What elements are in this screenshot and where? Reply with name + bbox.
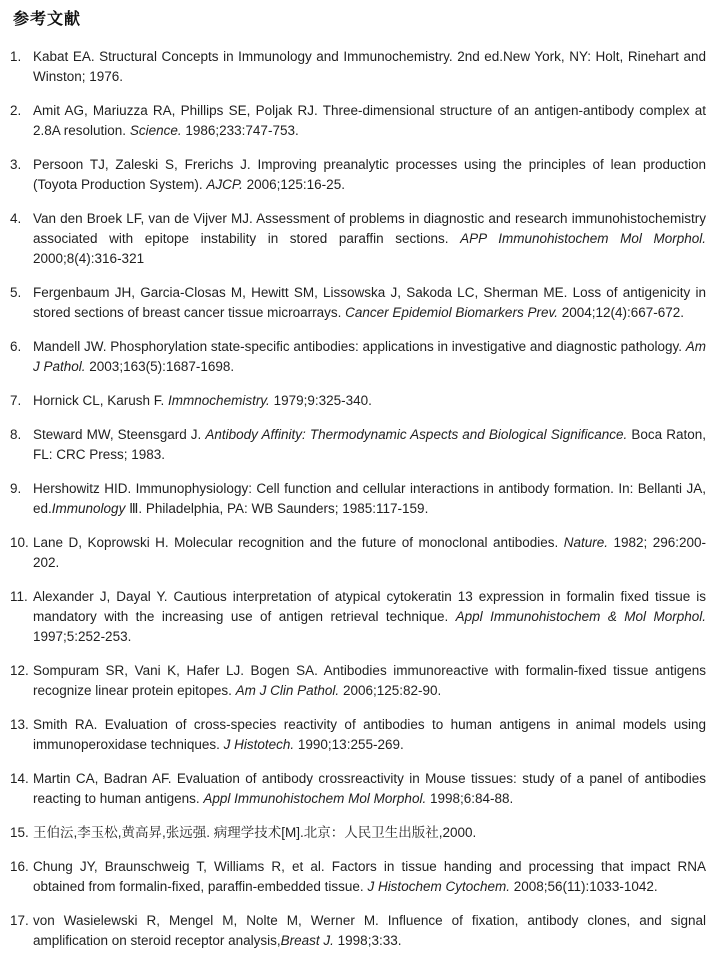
reference-plain-segment: 1982; 296:200-202. xyxy=(33,535,706,570)
reference-journal-segment: Appl Immunohistochem Mol Morphol. xyxy=(203,791,427,806)
reference-journal-segment: Appl Immunohistochem & Mol Morphol. xyxy=(455,609,706,624)
reference-plain-segment: 1997;5:252-253. xyxy=(33,629,132,644)
reference-number: 17. xyxy=(10,913,29,928)
reference-item xyxy=(10,391,706,411)
reference-journal-segment: AJCP. xyxy=(206,177,243,192)
reference-journal-segment: Am J Clin Pathol. xyxy=(235,683,340,698)
reference-item xyxy=(10,587,706,647)
reference-text xyxy=(33,103,706,138)
reference-number: 15. xyxy=(10,825,29,840)
reference-journal-segment: Antibody Affinity: Thermodynamic Aspects and Biological Significance. xyxy=(205,427,628,442)
reference-plain-segment: Hershowitz HID. Immunophysiology: Cell function and cellular interactions in antibody formation. In: Bellanti JA, ed. xyxy=(33,481,706,516)
reference-plain-segment: Sompuram SR, Vani K, Hafer LJ. Bogen SA. Antibodies immunoreactive with formalin-fixed tissue antigens recognize linear protein epitopes. xyxy=(33,663,706,698)
reference-text xyxy=(33,339,706,374)
reference-plain-segment: Amit AG, Mariuzza RA, Phillips SE, Poljak RJ. Three-dimensional structure of an antigen-antibody complex at 2.8A resolution. xyxy=(33,103,706,138)
reference-item xyxy=(10,533,706,573)
reference-journal-segment: J Histochem Cytochem. xyxy=(367,879,510,894)
reference-plain-segment: von Wasielewski R, Mengel M, Nolte M, Werner M. Influence of fixation, antibody clones, and signal amplification on steroid receptor analysis, xyxy=(33,913,706,948)
reference-text xyxy=(33,393,372,408)
reference-item xyxy=(10,425,706,465)
reference-journal-segment: Am J Pathol. xyxy=(33,339,706,374)
reference-journal-segment: Cancer Epidemiol Biomarkers Prev. xyxy=(345,305,558,320)
reference-item xyxy=(10,479,706,519)
reference-plain-segment: Fergenbaum JH, Garcia-Closas M, Hewitt SM, Lissowska J, Sakoda LC, Sherman ME. Loss of antigenicity in stored sections of breast cancer tissue microarrays. xyxy=(33,285,706,320)
reference-number: 6. xyxy=(10,339,22,354)
reference-text xyxy=(33,535,706,570)
reference-plain-segment: Mandell JW. Phosphorylation state-specific antibodies: applications in investigative and diagnostic pathology. xyxy=(33,339,686,354)
reference-plain-segment: 2006;125:82-90. xyxy=(339,683,442,698)
reference-item xyxy=(10,209,706,269)
reference-number: 5. xyxy=(10,285,22,300)
reference-journal-segment: Breast J. xyxy=(280,933,334,948)
reference-item xyxy=(10,823,706,843)
reference-item xyxy=(10,337,706,377)
reference-journal-segment: Nature. xyxy=(563,535,608,550)
reference-number: 12. xyxy=(10,663,29,678)
reference-text xyxy=(33,589,706,644)
reference-text xyxy=(33,481,706,516)
reference-plain-segment: Ⅲ. Philadelphia, PA: WB Saunders; 1985:117-159. xyxy=(129,501,429,516)
reference-plain-segment: 1986;233:747-753. xyxy=(181,123,299,138)
reference-text xyxy=(33,825,476,840)
reference-plain-segment: 2000;8(4):316-321 xyxy=(33,251,145,266)
reference-number: 3. xyxy=(10,157,22,172)
reference-plain-segment: 王伯沄,李玉松,黄高昇,张远强. 病理学技术[M].北京：人民卫生出版社,2000. xyxy=(33,825,477,840)
reference-item xyxy=(10,911,706,951)
reference-journal-segment: Science. xyxy=(129,123,182,138)
reference-text xyxy=(33,211,706,266)
reference-item xyxy=(10,155,706,195)
reference-number: 2. xyxy=(10,103,22,118)
reference-plain-segment: Boca Raton, FL: CRC Press; 1983. xyxy=(33,427,706,462)
reference-plain-segment: 1998;6:84-88. xyxy=(426,791,514,806)
reference-number: 13. xyxy=(10,717,29,732)
reference-plain-segment: Steward MW, Steensgard J. xyxy=(33,427,206,442)
reference-number: 16. xyxy=(10,859,29,874)
reference-text xyxy=(33,157,706,192)
reference-list xyxy=(10,47,706,951)
reference-item xyxy=(10,101,706,141)
reference-journal-segment: J Histotech. xyxy=(223,737,295,752)
reference-plain-segment: Hornick CL, Karush F. xyxy=(33,393,169,408)
reference-number: 8. xyxy=(10,427,22,442)
reference-journal-segment: Immnochemistry. xyxy=(168,393,270,408)
reference-plain-segment: 2003;163(5):1687-1698. xyxy=(85,359,235,374)
reference-plain-segment: 2008;56(11):1033-1042. xyxy=(509,879,658,894)
reference-item xyxy=(10,715,706,755)
reference-text xyxy=(33,663,706,698)
reference-plain-segment: Van den Broek LF, van de Vijver MJ. Assessment of problems in diagnostic and research immunohistochemistry associated with epitope instability in stored paraffin sections. xyxy=(33,211,706,246)
reference-plain-segment: Lane D, Koprowski H. Molecular recognition and the future of monoclonal antibodies. xyxy=(33,535,564,550)
reference-number: 14. xyxy=(10,771,29,786)
reference-plain-segment: Alexander J, Dayal Y. Cautious interpretation of atypical cytokeratin 13 expression in formalin fixed tissue is mandatory with the increasing use of antigen retrieval technique. xyxy=(33,589,706,624)
reference-text xyxy=(33,285,706,320)
reference-item xyxy=(10,283,706,323)
reference-plain-segment: Chung JY, Braunschweig T, Williams R, et al. Factors in tissue handing and processing that impact RNA obtained from formalin-fixed, paraffin-embedded tissue. xyxy=(33,859,706,894)
reference-text xyxy=(33,913,706,948)
reference-number: 9. xyxy=(10,481,22,496)
reference-item xyxy=(10,47,706,87)
reference-number: 4. xyxy=(10,211,22,226)
reference-journal-segment: Immunology xyxy=(51,501,130,516)
reference-plain-segment: 2004;12(4):667-672. xyxy=(557,305,685,320)
page-title: 参考文献 xyxy=(13,11,82,28)
reference-text xyxy=(33,49,706,84)
reference-plain-segment: 2006;125:16-25. xyxy=(242,177,345,192)
reference-number: 1. xyxy=(10,49,22,64)
reference-text xyxy=(33,717,706,752)
reference-item xyxy=(10,769,706,809)
reference-plain-segment: 1979;9:325-340. xyxy=(269,393,372,408)
reference-item xyxy=(10,661,706,701)
reference-plain-segment: Kabat EA. Structural Concepts in Immunology and Immunochemistry. 2nd ed.New York, NY: Holt, Rinehart and Winston; 1976. xyxy=(33,49,706,84)
reference-number: 11. xyxy=(10,589,28,604)
reference-plain-segment: Smith RA. Evaluation of cross-species reactivity of antibodies to human antigens in animal models using immunoperoxidase techniques. xyxy=(33,717,706,752)
reference-plain-segment: 1998;3:33. xyxy=(333,933,402,948)
reference-text xyxy=(33,859,706,894)
reference-number: 7. xyxy=(10,393,22,408)
reference-item xyxy=(10,857,706,897)
reference-plain-segment: Persoon TJ, Zaleski S, Frerichs J. Improving preanalytic processes using the principles of lean production (Toyota Production System). xyxy=(33,157,706,192)
reference-text xyxy=(33,771,706,806)
reference-plain-segment: 1990;13:255-269. xyxy=(294,737,404,752)
reference-plain-segment: Martin CA, Badran AF. Evaluation of antibody crossreactivity in Mouse tissues: study of a panel of antibodies reacting to human antigens. xyxy=(33,771,706,806)
reference-text xyxy=(33,427,706,462)
reference-journal-segment: APP Immunohistochem Mol Morphol. xyxy=(460,231,706,246)
reference-number: 10. xyxy=(10,535,29,550)
